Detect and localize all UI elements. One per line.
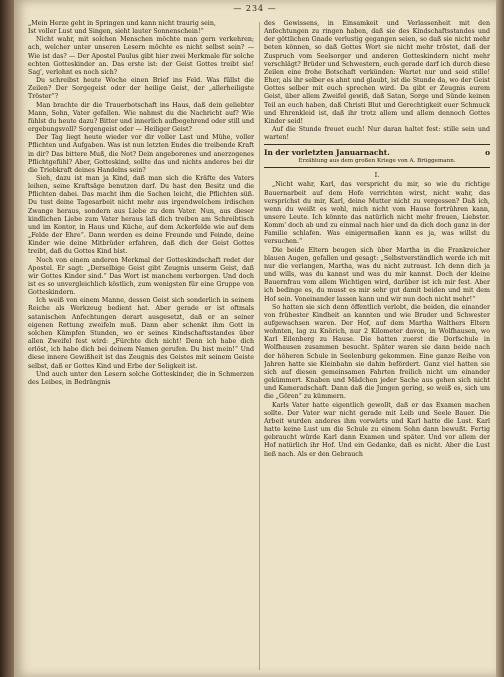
paragraph: Ich weiß von einem Manne, dessen Geist sich sonderlich in seinem Reiche als Werkzeug bedient hat. Aber gerade er ist oftmals satanischen Anfechtungen derart ausgesetzt, daß er an seiner eigenen Rettung zweifeln muß. Dann aber schenkt ihm Gott in solchen Kämpfen Stunden, wo er seines Kindschaftsstandes über allen Zweifel fest wird: „Fürchte dich nicht! Denn ich habe dich erlöst, ich habe dich bei deinem Namen gerufen. Du bist mein!“ Und diese innere Gewißheit ist das Zeugnis des Geistes mit seinem Geiste selbst, daß er Gottes Kind und Erbe der Seligkeit ist. [28,297,254,370]
paragraph: Karls Vater hatte eigentlich gewollt, daß er das Examen machen sollte. Der Vater war nicht gerade mit Leib und Seele Bauer. Die Arbeit wurden anderes ihm vorwärts und Karl hatte die Lust. Karl hatte keine Lust um die Schule zu einem Sohn dann bewußt. Fertig gebraucht würde Karl dann Examen und später. Und vor allem der Hof natürlich ihr Hof. Und ein Gedanke, daß es nicht. Aber die Lust ließ nach. Als er den Gebrauch [264,401,490,458]
paragraph: Die beide Eltern beugen sich über Martha in die Frankreicher blauen Augen, gefallen und gesagt: „Selbstverständlich werde ich mit nur die verlangen, Martha, was du nicht zutraust. Ich denn dich ja und wills, was du kannst und was du mir kannst. Doch der kleine Bauernfrau vom allem Wichtigen wird, darüber ist ich mir fest. Aber ich bedinge es, du musst es mir sehr gut damit beiden und mit dem Hof sein. Voneinander lassen kann und wir nun doch nicht mehr!“ [264,246,490,303]
paragraph: Noch von einem anderen Merkmal der Gotteskindschaft redet der Apostel. Er sagt: „Derselbige Geist gibt Zeugnis unserm Geist, daß wir Gottes Kinder sind.“ Das Wort ist manchem verborgen. Und doch ist es so unvergleichlich köstlich, zum wenigsten für eine Gruppe von Gotteskindern. [28,256,254,297]
column-divider [259,22,260,670]
paragraph: Und auch unter den Lesern solche Gotteskinder, die in Schmerzen des Leibes, in Bedrängnis [28,370,254,386]
story-title [264,148,490,157]
story-subtitle: Erzählung aus dem großen Kriege von A. Brüggemann. [298,158,456,165]
paragraph: Ist voller Lust und Singen, sieht lauter Sonnenschein!“ [28,28,204,36]
page-edge [496,0,504,677]
left-column [28,20,254,670]
section-rule [264,144,490,145]
section-rule [264,167,490,168]
book-page [14,0,496,677]
chapter-number: I. [374,171,380,180]
paragraph: Sieh, dazu ist man ja Kind, daß man sich die Kräfte des Vaters leihen, seine Kraftsäge benutzen darf. Du hast den Besitz und die Pflichten dabei. Das macht ihm die Sachen leicht, die Pflichten süß. Du tust deine Tagesarbeit nicht mehr aus irgendwelchem irdischen Zwange heraus, sondern aus Liebe zu dem Vater. Nun, aus dieser kindlichen Liebe zum Vater heraus laß dich treiben am Schreibtisch und im Kontor, in Haus und Küche, auf dem Ackerfelde wie auf dem „Felde der Ehre“. Dann werden es deine Freunde und Feinde, deine Kinder wie deine Mitbrüder erfahren, daß dich der Geist Gottes treibt, daß du Gottes Kind bist. [28,174,254,256]
story-title-mark: o [485,148,490,158]
paragraph: Man brachte dir die Trauerbotschaft ins Haus, daß dein geliebter Mann, Sohn, Vater gefallen. Wie nahmst du die Nachricht auf? Wie fühlst du heute dazu? Bitter und innerlich aufbegehrend oder still und ergebungsvoll? Sorgengeist oder — Heiliger Geist? [28,101,254,134]
page-number: — 234 — [233,4,277,13]
paragraph: „Nicht wahr, Karl, das verspricht du mir, so wie du richtige Bauernarbeit auf dem Hofe verrichten wirst, nicht wahr, das versprichst du mir, Karl, deine Mutter nicht zu vergessen? Daß ich, wenn du weißt es wohl, mich nicht vom Hause fortrühren kann, unsere Leute. Ich könnte das natürlich nicht mehr freuen, Liebster. Komm' doch ab und zu einmal nach hier und da dich doch ganz in der Familie schlafen. Was einigermaßen kann es ja, was willst du versuchen.“ [264,181,490,246]
book-spine [0,0,14,677]
right-column [264,20,490,670]
paragraph: des Gewissens, in Einsamkeit und Verlassenheit mit den Anfechtungen zu ringen haben, daß sie des Kindschaftsstandes und der göttlichen Gnade verlustig gegangen seien, so daß sie nicht mehr beten können, so daß Gottes Wort sie nicht mehr tröstet, daß der Zuspruch vom Seelsorger und anderen Gotteskindern nicht mehr verschlägt? Brüder und Schwestern, euch gerade darf ich durch diese Zeilen eine frohe Botschaft verkünden: Wartet nur und seid stille! Eher, als ihr selber es ahnt und glaubt, ist die Stunde da, wo der Geist Gottes selber mit euch sprechen wird. Da gibt er Zeugnis eurem Geist, über allem Zweifel gewiß, daß Satan, Sorge und Sünde keinen Teil an euch haben, daß Christi Blut und Gerechtigkeit euer Schmuck und Ehrenkleid ist, daß ihr trotz allem und allem dennoch Gottes Kinder seid! [264,20,490,125]
story-title-text: In der vorletzten Januarnacht. [264,148,390,158]
paragraph: Nicht wahr, mit solchen Menschen möchte man gern verkehren; ach, welcher unter unseren Lesern möchte es nicht selbst sein? — Wie ist das? — Der Apostel Paulus gibt hier zwei Merkmale für solche echten Gotteskinder an. Das erste ist: der Geist Gottes treibt sie! Sag', verlohnt es noch sich? [28,36,254,76]
paragraph: Auf die Stunde freuet euch! Nur daran haltet fest: stille sein und warten! [264,126,490,142]
paragraph: Der Tag liegt heute wieder vor dir voller Last und Mühe, voller Pflichten und Aufgaben. Was ist nun letzten Endes die treibende Kraft in dir? Das bittere Muß, die Not? Dein angeborenes und anerzogenes Pflichtgefühl? Aber, Gotteskind, sollte das und nichts anderes bei dir die Triebkraft deines Handelns sein? [28,134,254,174]
paragraph: „Mein Herze geht in Springen und kann nicht traurig sein, [28,20,216,27]
paragraph: Du schreibst heute Woche einen Brief ins Feld. Was füllst die Zeilen? Der Sorgegeist oder der heilige Geist, der „allerheiligste Tröster“? [28,77,254,101]
paragraph: So hatten sie sich denn öffentlich verlobt, die beiden, die einander von frühester Kindheit an kannten und wie Bruder und Schwester aufgewachsen waren. Der Hof, auf dem Martha Walthers Eltern wohnten, lag zu Knörich, nur 2 Kilometer davon, in Wolfhausen, wo Karl Eilenberg zu Hause. Die hatten zuerst die Dorfschule in Wolfhausen zusammen besucht. Später waren sie dann beide nach der höheren Schule in Seelenburg gekommen. Eine ganze Reihe von Jahren hatte sie Kleinbahn sie dahin befördert. Ganz viel hatten sie sich auf diesen gemeinsamen Fahrten freilich nicht um einander gekümmert. Knaben und Mädchen jeder Sache aus gehen sich nicht und Kameradschaft. Dann daß die Jungen gering, so weiß es, sich um die „Gören“ zu kümmern. [264,303,490,401]
